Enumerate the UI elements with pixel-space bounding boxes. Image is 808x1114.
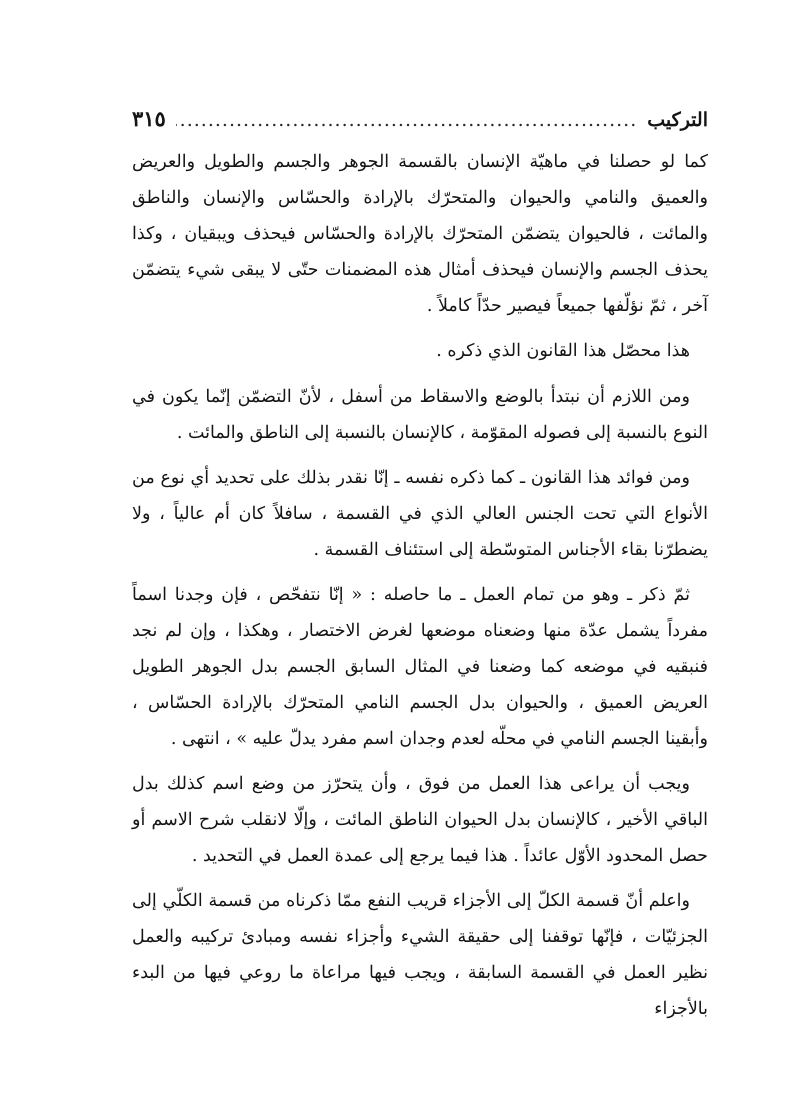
dot-leader [176, 101, 637, 139]
paragraph-6: ويجب أن يراعى هذا العمل من فوق ، وأن يتحرّز من وضع اسم كذلك بدل الباقي الأخير ، كالإنسان بدل الحيوان الناطق المائت ، وإلّا لانقلب شرح الاسم أو حصل المحدود الأوّل عائداً . هذا فيما يرجع إلى عمدة العمل في التحديد . [132, 774, 708, 866]
page-number: ٣١٥ [132, 106, 166, 131]
paragraph-4: ومن فوائد هذا القانون ـ كما ذكره نفسه ـ إنّا نقدر بذلك على تحديد أي نوع من الأنواع التي تحت الجنس العالي الذي في القسمة ، سافلاً كان أم عالياً ، ولا يضطرّنا بقاء الأجناس المتوسّطة إلى استئناف القسمة . [132, 468, 708, 560]
paragraph-3: ومن اللازم أن نبتدأ بالوضع والاسقاط من أسفل ، لأنّ التضمّن إنّما يكون في النوع بالنسبة إلى فصوله المقوّمة ، كالإنسان بالنسبة إلى الناطق والمائت . [132, 387, 708, 443]
chapter-title: التركيب [647, 109, 708, 131]
paragraph-2: هذا محصّل هذا القانون الذي ذكره . [436, 341, 690, 361]
paragraph-5: ثمّ ذكر ـ وهو من تمام العمل ـ ما حاصله : « إنّا نتفحّص ، فإن وجدنا اسماً مفرداً يشمل عدّة منها وضعناه موضعها لغرض الاختصار ، وهكذا ، وإن لم نجد فنبقيه في موضعه كما وضعنا في المثال السابق الجسم بدل الجوهر الطويل العريض العميق ، والحيوان بدل الجسم النامي المتحرّك بالإرادة الحسّاس ، وأبقينا الجسم النامي في محلّه لعدم وجدان اسم مفرد يدلّ عليه » ، انتهى . [132, 585, 708, 749]
body-text [132, 144, 708, 1027]
running-header [132, 100, 708, 138]
paragraph-1: كما لو حصلنا في ماهيّة الإنسان بالقسمة الجوهر والجسم والطويل والعريض والعميق والنامي والحيوان والمتحرّك بالإرادة والحسّاس والإنسان والناطق والمائت ، فالحيوان يتضمّن المتحرّك بالإرادة والحسّاس فيحذف ويبقيان ، وكذا يحذف الجسم والإنسان فيحذف أمثال هذه المضمنات حتّى لا يبقى شيء يتضمّن آخر ، ثمّ نؤلّفها جميعاً فيصير حدّاً كاملاً . [132, 152, 708, 316]
paragraph-7: واعلم أنّ قسمة الكلّ إلى الأجزاء قريب النفع ممّا ذكرناه من قسمة الكلّي إلى الجزئيّات ، فإنّها توقفنا إلى حقيقة الشيء وأجزاء نفسه ومبادئ تركيبه والعمل نظير العمل في القسمة السابقة ، ويجب فيها مراعاة ما روعي فيها من البدء بالأجزاء [132, 891, 708, 1019]
book-page [132, 100, 708, 1090]
